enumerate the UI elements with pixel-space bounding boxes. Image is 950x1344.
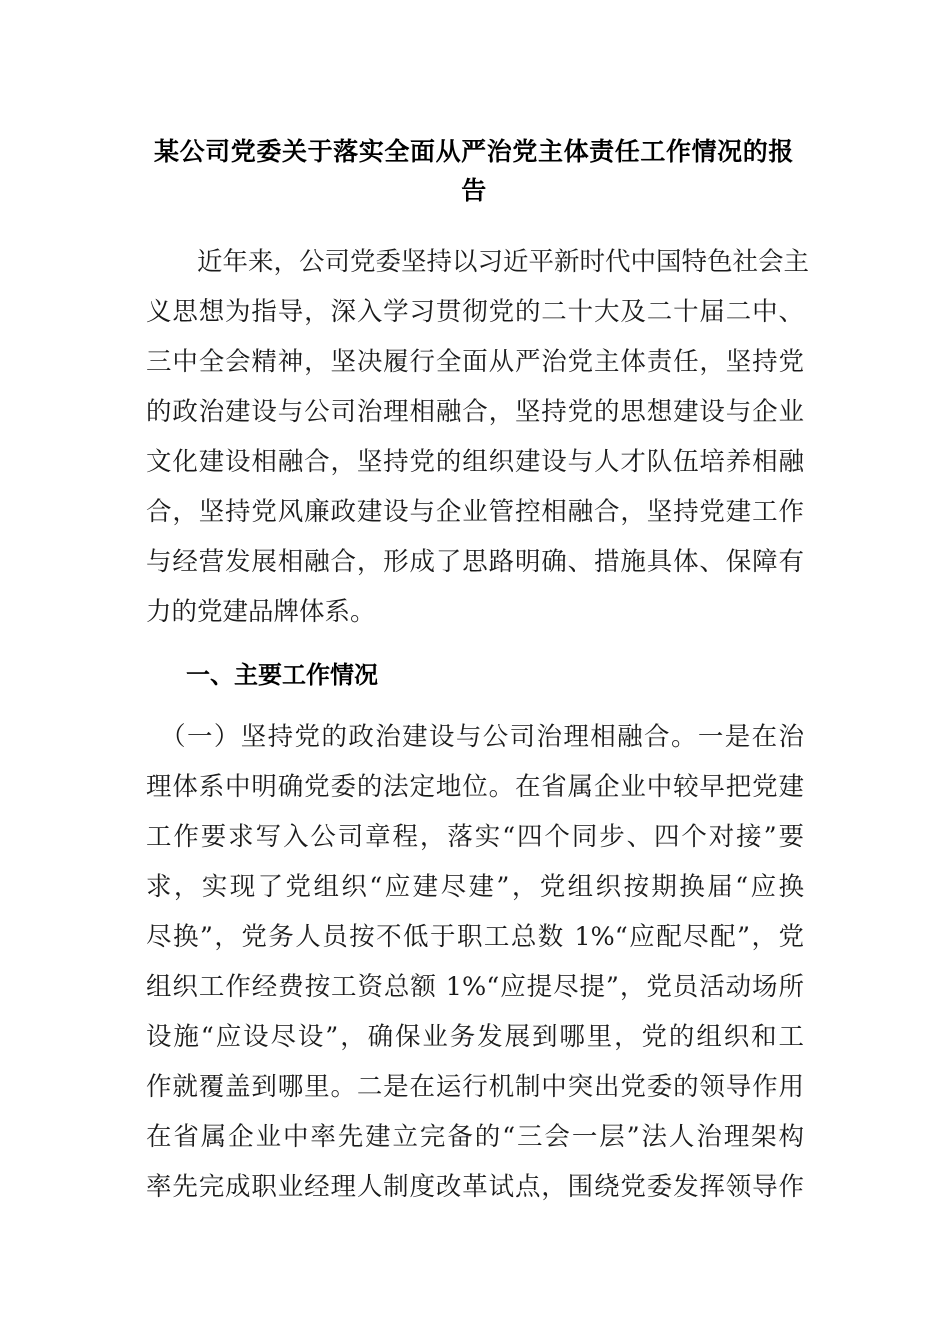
section-line-6: 组织工作经费按工资总额 1%“应提尽提”，党员活动场所 [146,972,804,1002]
section-line-10: 率先完成职业经理人制度改革试点，围绕党委发挥领导作 [146,1172,804,1202]
intro-line-1: 近年来，公司党委坚持以习近平新时代中国特色社会主 [146,247,810,277]
intro-line-3: 三中全会精神，坚决履行全面从严治党主体责任，坚持党 [146,347,804,377]
section-heading: 一、主要工作情况 [186,661,378,689]
section-line-4: 求，实现了党组织“应建尽建”，党组织按期换届“应换 [146,872,804,902]
section-line-5: 尽换”，党务人员按不低于职工总数 1%“应配尽配”，党 [146,922,804,952]
section-line-2: 理体系中明确党委的法定地位。在省属企业中较早把党建 [146,772,804,802]
intro-line-8: 力的党建品牌体系。 [146,597,376,627]
section-line-1: （一）坚持党的政治建设与公司治理相融合。一是在治 [146,722,804,752]
section-line-3: 工作要求写入公司章程，落实“四个同步、四个对接”要 [146,822,804,852]
intro-line-7: 与经营发展相融合，形成了思路明确、措施具体、保障有 [146,547,804,577]
intro-line-2: 义思想为指导，深入学习贯彻党的二十大及二十届二中、 [146,297,804,327]
title-line-1: 某公司党委关于落实全面从严治党主体责任工作情况的报 [153,137,794,166]
section-line-8: 作就覆盖到哪里。二是在运行机制中突出党委的领导作用 [146,1072,804,1102]
document-title [140,132,808,210]
intro-line-4: 的政治建设与公司治理相融合，坚持党的思想建设与企业 [146,397,804,427]
section-line-7: 设施“应设尽设”，确保业务发展到哪里，党的组织和工 [146,1022,804,1052]
intro-line-6: 合，坚持党风廉政建设与企业管控相融合，坚持党建工作 [146,497,804,527]
intro-line-5: 文化建设相融合，坚持党的组织建设与人才队伍培养相融 [146,447,804,477]
title-line-2: 告 [461,176,487,205]
section-line-9: 在省属企业中率先建立完备的“三会一层”法人治理架构 [146,1122,804,1152]
